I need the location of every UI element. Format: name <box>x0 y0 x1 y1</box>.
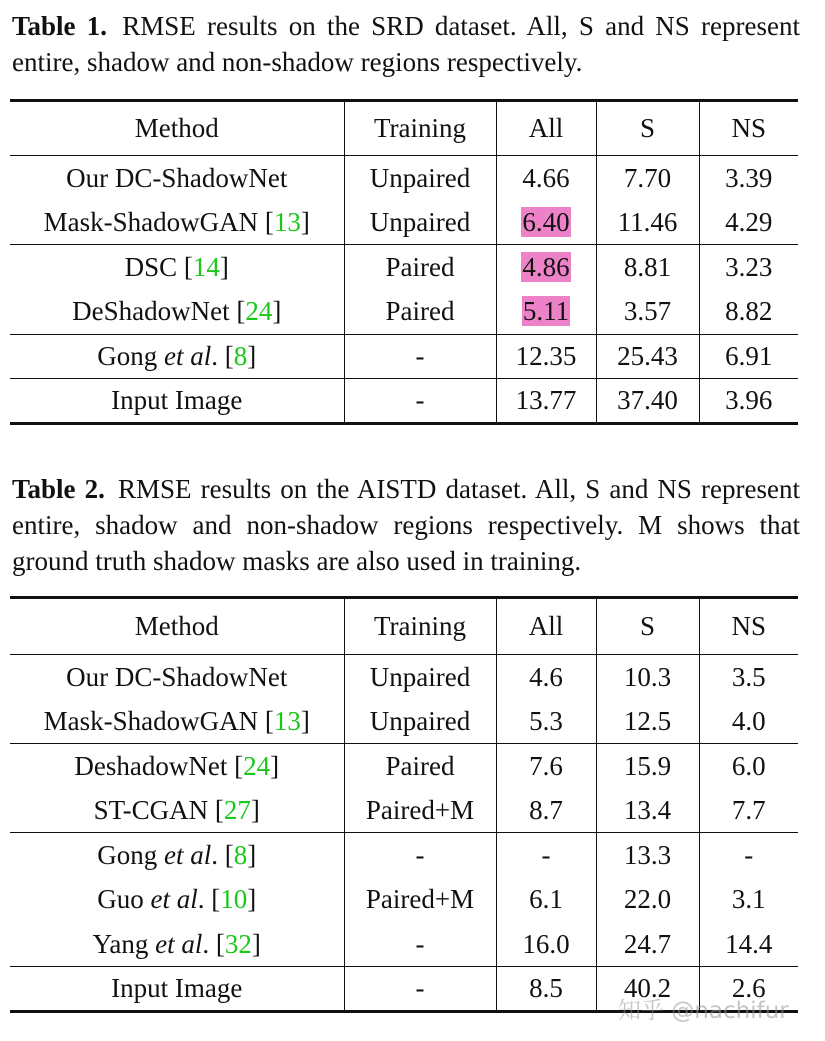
highlighted-value: 5.11 <box>522 296 570 327</box>
table-row <box>10 156 798 201</box>
cell-method: Our DC-ShadowNet <box>66 162 288 193</box>
citation-link[interactable]: 24 <box>243 750 271 781</box>
bracket-close: ] <box>272 296 282 327</box>
highlighted-value: 4.86 <box>522 251 570 282</box>
header-all: All <box>496 598 596 655</box>
table1-caption <box>12 8 800 80</box>
cell-all: 7.6 <box>496 744 596 789</box>
cell-ns: - <box>699 833 798 878</box>
cell-ns: 6.0 <box>699 744 798 789</box>
table-row <box>10 699 798 744</box>
cell-training: - <box>344 334 496 379</box>
citation-link[interactable]: 24 <box>245 296 273 327</box>
table-row <box>10 877 798 922</box>
cell-s: 40.2 <box>596 967 699 1012</box>
cell-s: 10.3 <box>596 655 699 700</box>
cell-ns: 3.39 <box>699 156 798 201</box>
cell-s: 37.40 <box>596 379 699 424</box>
table-row <box>10 290 798 335</box>
et-al: et al <box>150 884 198 915</box>
cell-training: Unpaired <box>344 655 496 700</box>
cell-s: 11.46 <box>596 200 699 245</box>
cell-training: Paired <box>344 290 496 335</box>
cell-s: 7.70 <box>596 156 699 201</box>
cell-ns: 6.91 <box>699 334 798 379</box>
cell-training: Unpaired <box>344 156 496 201</box>
cell-s: 25.43 <box>596 334 699 379</box>
cell-ns: 3.5 <box>699 655 798 700</box>
cell-all: 6.1 <box>496 877 596 922</box>
cell-s: 13.4 <box>596 788 699 833</box>
method-name: Gong <box>97 341 164 372</box>
cell-s: 15.9 <box>596 744 699 789</box>
header-s: S <box>596 598 699 655</box>
cell-training: Paired+M <box>344 788 496 833</box>
et-al: et al <box>155 928 203 959</box>
cell-ns: 3.23 <box>699 245 798 290</box>
highlighted-value: 6.40 <box>522 206 570 237</box>
et-al: et al <box>164 341 212 372</box>
et-al: et al <box>164 839 212 870</box>
cell-method <box>10 922 344 967</box>
table1-srd-rmse <box>10 99 798 425</box>
table1-caption-text: RMSE results on the SRD dataset. All, S and NS represent entire, shadow and non-shadow regions respectively. <box>12 11 800 77</box>
bracket-open: . [ <box>211 839 234 870</box>
cell-all <box>496 245 596 290</box>
cell-s: 3.57 <box>596 290 699 335</box>
cell-method <box>10 699 344 744</box>
header-all: All <box>496 101 596 156</box>
header-ns: NS <box>699 101 798 156</box>
bracket-open: . [ <box>211 341 234 372</box>
cell-all: 16.0 <box>496 922 596 967</box>
cell-all: 12.35 <box>496 334 596 379</box>
bracket-close: ] <box>219 251 229 282</box>
cell-s: 12.5 <box>596 699 699 744</box>
watermark: 知乎 @nachifur <box>618 998 789 1024</box>
table-row <box>10 922 798 967</box>
cell-all <box>496 290 596 335</box>
table2-caption-text: RMSE results on the AISTD dataset. All, S and NS represent entire, shadow and non-shadow regions respectively. M shows that ground truth shadow masks are also used in training. <box>12 474 800 576</box>
cell-training: - <box>344 379 496 424</box>
citation-link[interactable]: 14 <box>192 251 220 282</box>
bracket-close: ] <box>270 750 280 781</box>
cell-method <box>10 833 344 878</box>
cell-s: 8.81 <box>596 245 699 290</box>
bracket-open: . [ <box>202 928 225 959</box>
cell-all: 4.6 <box>496 655 596 700</box>
cell-all: - <box>496 833 596 878</box>
citation-link[interactable]: 13 <box>273 206 301 237</box>
citation-link[interactable]: 8 <box>233 341 248 372</box>
cell-training: - <box>344 833 496 878</box>
cell-all: 13.77 <box>496 379 596 424</box>
table-row <box>10 334 798 379</box>
cell-training: Paired <box>344 744 496 789</box>
cell-ns: 3.96 <box>699 379 798 424</box>
cell-ns: 8.82 <box>699 290 798 335</box>
method-name: DeShadowNet [ <box>72 296 246 327</box>
bracket-close: ] <box>247 884 257 915</box>
method-name: Gong <box>97 839 164 870</box>
cell-method: Our DC-ShadowNet <box>66 661 288 692</box>
cell-training: - <box>344 922 496 967</box>
bracket-close: ] <box>247 839 257 870</box>
cell-ns: 7.7 <box>699 788 798 833</box>
bracket-close: ] <box>300 206 310 237</box>
cell-method <box>10 245 344 290</box>
cell-training: Unpaired <box>344 699 496 744</box>
table-row <box>10 379 798 424</box>
cell-all: 4.66 <box>496 156 596 201</box>
bracket-close: ] <box>250 794 260 825</box>
cell-all: 8.7 <box>496 788 596 833</box>
method-name: Yang <box>92 928 156 959</box>
cell-method <box>10 788 344 833</box>
method-name: DSC [ <box>124 251 193 282</box>
header-method: Method <box>10 101 344 156</box>
cell-training: Paired <box>344 245 496 290</box>
cell-method <box>10 334 344 379</box>
cell-all <box>496 200 596 245</box>
citation-link[interactable]: 13 <box>273 705 301 736</box>
table-row <box>10 655 798 700</box>
table1-caption-label: Table 1. <box>12 11 108 41</box>
header-s: S <box>596 101 699 156</box>
method-name: Mask-ShadowGAN [ <box>43 705 274 736</box>
citation-link[interactable]: 10 <box>220 884 248 915</box>
citation-link[interactable]: 8 <box>233 839 248 870</box>
cell-training: Paired+M <box>344 877 496 922</box>
bracket-open: . [ <box>197 884 221 915</box>
table-row <box>10 744 798 789</box>
method-name: ST-CGAN [ <box>93 794 224 825</box>
table-header-row <box>10 598 798 655</box>
bracket-close: ] <box>251 928 261 959</box>
method-name: Guo <box>97 884 151 915</box>
cell-method <box>10 744 344 789</box>
cell-all: 8.5 <box>496 967 596 1012</box>
table-row <box>10 788 798 833</box>
header-method: Method <box>10 598 344 655</box>
cell-s: 22.0 <box>596 877 699 922</box>
header-ns: NS <box>699 598 798 655</box>
cell-method <box>10 200 344 245</box>
cell-method <box>10 290 344 335</box>
table-row <box>10 245 798 290</box>
bracket-close: ] <box>247 341 257 372</box>
cell-ns: 4.29 <box>699 200 798 245</box>
cell-all: 5.3 <box>496 699 596 744</box>
citation-link[interactable]: 27 <box>223 794 251 825</box>
cell-method: Input Image <box>10 379 344 424</box>
header-training: Training <box>344 101 496 156</box>
table2-caption <box>12 471 800 579</box>
table2-caption-label: Table 2. <box>12 474 105 504</box>
cell-ns: 2.6 <box>699 967 798 1012</box>
table-row <box>10 200 798 245</box>
cell-s: 13.3 <box>596 833 699 878</box>
cell-ns: 14.4 <box>699 922 798 967</box>
cell-ns: 4.0 <box>699 699 798 744</box>
cell-training: Unpaired <box>344 200 496 245</box>
cell-ns: 3.1 <box>699 877 798 922</box>
method-name: Mask-ShadowGAN [ <box>43 206 274 237</box>
bracket-close: ] <box>300 705 310 736</box>
cell-training: - <box>344 967 496 1012</box>
cell-method <box>10 877 344 922</box>
cell-s: 24.7 <box>596 922 699 967</box>
table-row <box>10 833 798 878</box>
table2-aistd-rmse <box>10 596 798 1013</box>
cell-method: Input Image <box>10 967 344 1012</box>
citation-link[interactable]: 32 <box>224 928 252 959</box>
table-header-row <box>10 101 798 156</box>
header-training: Training <box>344 598 496 655</box>
method-name: DeshadowNet [ <box>74 750 244 781</box>
